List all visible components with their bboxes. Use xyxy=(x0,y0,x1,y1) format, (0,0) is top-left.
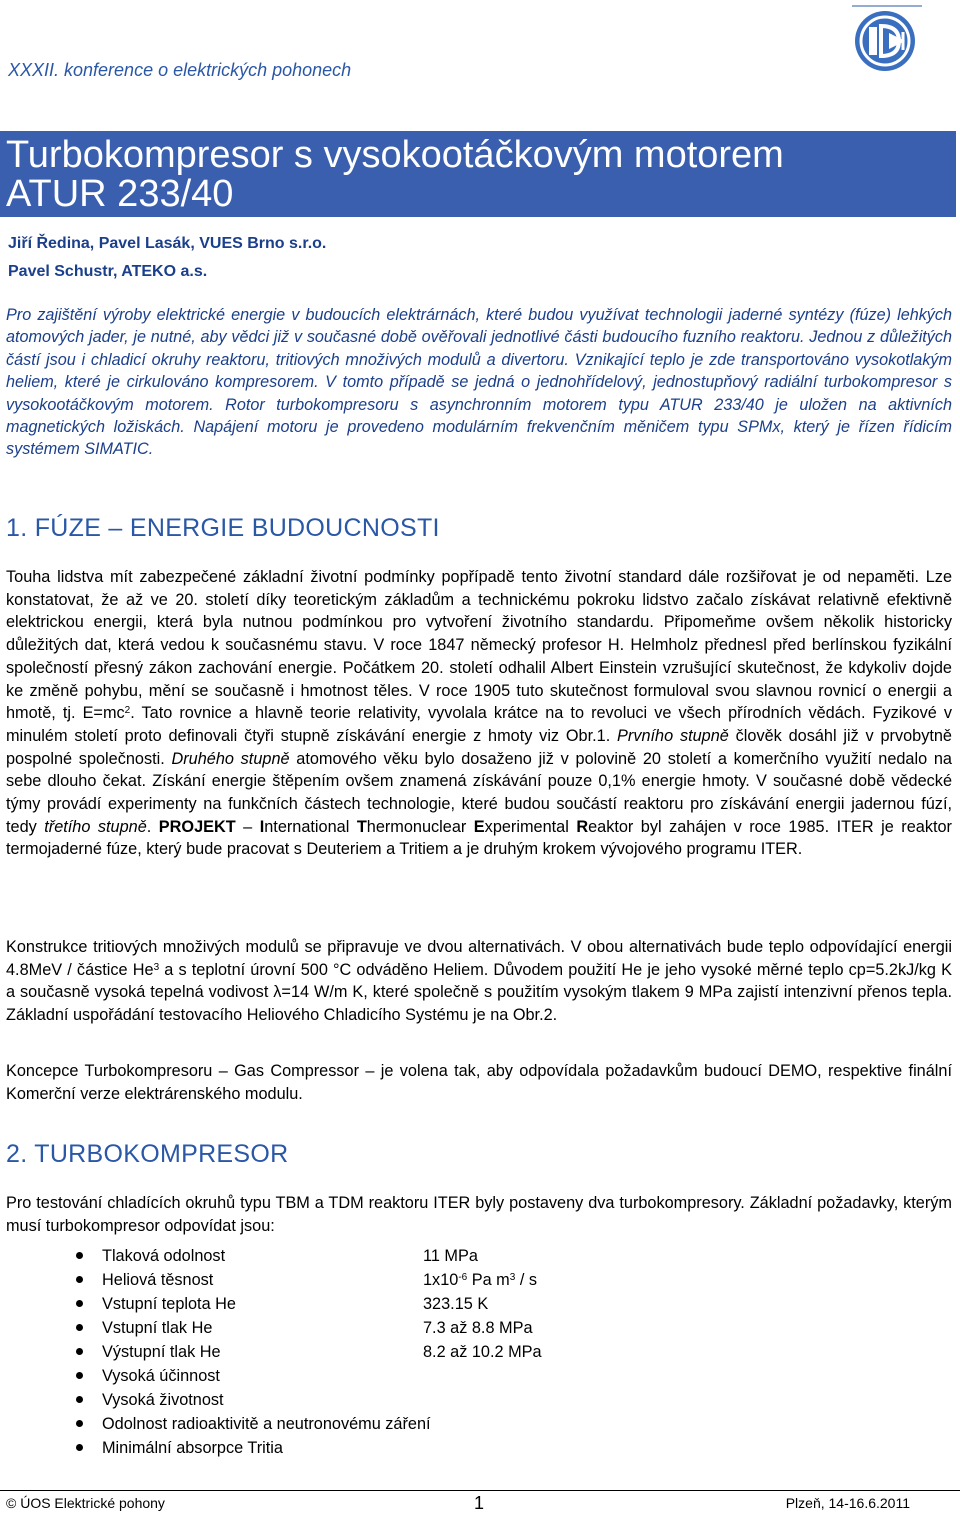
list-item: Heliová těsnost $1x10^{-6}$ Pa $m^3$ / s xyxy=(6,1268,431,1292)
section-1-paragraph-1: Touha lidstva mít zabezpečené základní životní podmínky popřípadě tento životní standard dále rozšiřovat je od nepaměti. Lze konstatovat, že až ve 20. století díky teoretickým základům a technickému pokroku lidstvo začalo získávat relativně efektivně elektrickou energii, která byla nutnou podmínkou pro vytvoření životního standardu. Připomeňme ovšem několik historicky důležitých dat, která vedou k současnému stavu. V roce 1847 německý profesor H. Helmholz přednesl před berlínskou fyzikální společností přesný zákon zachování energie. Počátkem 20. století odhalil Albert Einstein vzrušující skutečnost, že kdykoliv dojde ke změně pohybu, mění se současně i hmotnost těles. V roce 1905 tuto skutečnost formuloval svou slavnou rovnicí o energii a hmotě, tj. $E=mc^2$. Tato rovnice a hlavně teorie relativity, vyvolala krátce na to revoluci ve všech přírodních vědách. Fyzikové v minulém století proto definovali čtyři stupně získávání energie z hmoty viz Obr.1. Prvního stupně člověk dosáhl již v prvobytně pospolné společnosti. Druhého stupně atomového věku bylo dosaženo již v polovině 20 století a komerčního využití nedalo na sebe dlouho čekat. Získání energie štěpením ovšem znamená získávání pouze 0,1% energie hmoty. V současné době vědecké týmy provádí experimenty na funkčních částech technologie, které budou součástí reaktoru pro získávání energii jadernou fúzí, tedy třetího stupně. PROJEKT – International Thermonuclear Experimental Reaktor byl zahájen v roce 1985. ITER je reaktor termojaderné fúze, který bude pracovat s Deuteriem a Tritiem a je druhým krokem vývojového programu ITER. xyxy=(6,568,952,859)
list-item: Vysoká životnost xyxy=(6,1388,431,1412)
footer-divider xyxy=(0,1490,960,1491)
section-1-paragraph-2: Konstrukce tritiových množivých modulů se připravuje ve dvou alternativách. V obou alternativách bude teplo odpovídající energii 4.8MeV / částice He$^3$ a s teplotní úrovní 500 °C odváděno Heliem. Důvodem použití He je jeho vysoké měrné teplo cp=5.2kJ/kg K a současně vysoká tepelná vodivost λ=14 W/m K, které společně s použitím vysokým tlakem 9 MPa zajistí intenzivní přenos tepla. Základní uspořádání testovacího Heliového Chladicího Systému je na Obr.2. xyxy=(6,938,952,1025)
section-1-paragraph-3: Koncepce Turbokompresoru – Gas Compressor – je volena tak, aby odpovídala požadavkům budoucí DEMO, respektive finální Komerční verze elektrárenského modulu. xyxy=(6,1062,952,1103)
list-item: Odolnost radioaktivitě a neutronovému záření xyxy=(6,1412,431,1436)
page-number: 1 xyxy=(474,1493,485,1513)
conference-name: XXXII. konference o elektrických pohonech xyxy=(8,60,352,80)
list-item: Vysoká účinnost xyxy=(6,1364,431,1388)
bullet-icon xyxy=(76,1348,83,1355)
author-line-1: Jiří Ředina, Pavel Lasák, VUES Brno s.r.o. xyxy=(8,235,327,252)
paper-title-line2: ATUR 233/40 xyxy=(6,173,234,215)
paper-title-line1: Turbokompresor s vysokootáčkovým motorem xyxy=(6,134,784,176)
bullet-icon xyxy=(76,1444,83,1451)
footer-right: Plzeň, 14-16.6.2011 xyxy=(785,1495,910,1511)
bullet-icon xyxy=(76,1252,83,1259)
bullet-icon xyxy=(76,1300,83,1307)
bullet-icon xyxy=(76,1420,83,1427)
abstract: Pro zajištění výroby elektrické energie v budoucích elektrárnách, které budou využívat technologii jaderné syntézy (fúze) lehkých atomových jader, je nutné, aby vědci již v současné době ověřovali jednotlivé části budoucího fuzního reaktoru. Jednou z důležitých částí jsou i chladicí okruhy reaktoru, tritiových množivých modulů a divertoru. Vznikající teplo je zde transportováno vysokotlakým heliem, které je cirkulováno kompresorem. V tomto případě se jedná o jednohřídelový, jednostupňový radiální turbokompresor s vysokootáčkovým motorem. Rotor turbokompresoru s asynchronním motorem typu ATUR 233/40 je uložen na aktivních magnetických ložiskách. Napájení motoru je provedeno modulárním frekvenčním měničem typu SPMx, který je řízen řídicím systémem SIMATIC. xyxy=(6,306,952,459)
section-1-heading: 1. FÚZE – ENERGIE BUDOUCNOSTI xyxy=(6,514,440,542)
list-item: Výstupní tlak He 8.2 až 10.2 MPa xyxy=(6,1340,431,1364)
list-item: Vstupní tlak He 7.3 až 8.8 MPa xyxy=(6,1316,431,1340)
list-item: Tlaková odolnost 11 MPa xyxy=(6,1244,431,1268)
authors xyxy=(8,230,326,286)
footer-left: © ÚOS Elektrické pohony xyxy=(6,1495,165,1511)
paper-title xyxy=(0,131,956,214)
bullet-icon xyxy=(76,1324,83,1331)
bullet-icon xyxy=(76,1276,83,1283)
bullet-icon xyxy=(76,1396,83,1403)
author-line-2: Pavel Schustr, ATEKO a.s. xyxy=(8,263,208,280)
list-item: Minimální absorpce Tritia xyxy=(6,1436,431,1460)
edpp-logo-icon xyxy=(850,0,924,80)
section-2-intro: Pro testování chladících okruhů typu TBM a TDM reaktoru ITER byly postaveny dva turbokompresory. Základní požadavky, kterým musí turbokompresor odpovídat jsou: xyxy=(6,1194,952,1235)
list-item: Vstupní teplota He 323.15 K xyxy=(6,1292,431,1316)
bullet-icon xyxy=(76,1372,83,1379)
section-2-heading: 2. TURBOKOMPRESOR xyxy=(6,1140,289,1168)
title-banner xyxy=(0,131,956,217)
requirements-list xyxy=(6,1244,542,1460)
